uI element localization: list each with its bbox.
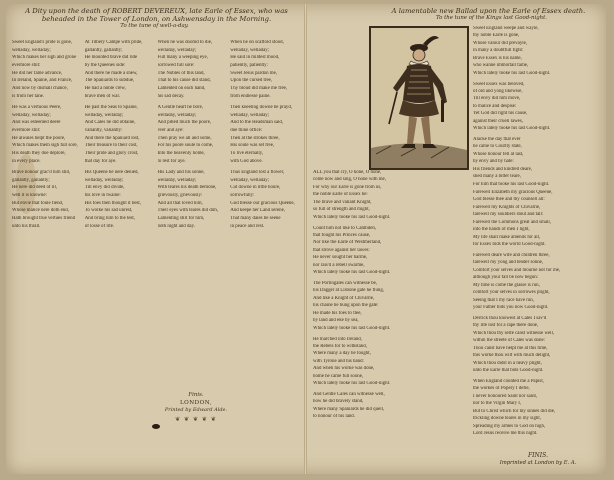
verse-line: Seeing that I my race have run,: [473, 297, 534, 303]
earl-figure-icon: [371, 28, 467, 168]
verse-line: And when his worke was done,: [313, 366, 375, 372]
verse-line: with God above.: [230, 158, 263, 164]
verse-line: the noble Earle of Essex he:: [313, 192, 368, 198]
verse-line: Whose malice nere doth end,: [12, 208, 69, 214]
verse-line: ever and aye:: [157, 127, 184, 133]
verse-line: trickling downe teares in my sight,: [473, 416, 541, 422]
verse-line: welladay, welladay;: [230, 177, 270, 183]
verse-line: sorrowfully:: [230, 192, 255, 198]
verse-line: this worke thou wilt with much delight,: [473, 353, 551, 359]
verse-line: come now and sing, O hone with me,: [313, 177, 386, 183]
right-finis: FINIS.: [528, 452, 548, 459]
verse-line: Their treasure to their cost,: [84, 143, 138, 149]
verse-line: his sad decay.: [157, 93, 185, 99]
verse-line: to honour of his land.: [313, 414, 355, 420]
verse-line: Till envy did him move,: [473, 96, 521, 102]
verse-line: I never honoured Saint nor saint,: [473, 393, 538, 399]
broadside-sheet: [6, 4, 606, 474]
verse-line: When he was doomd to die,: [157, 40, 213, 45]
verse-line: Where many a day he fought,: [313, 351, 371, 357]
verse-line: evermore still:: [12, 63, 41, 69]
verse-line: welladay, welladay;: [157, 112, 197, 118]
verse-line: And bring him to the test,: [84, 215, 136, 221]
verse-line: He had a noble crew,: [84, 86, 126, 92]
verse-line: Sweet Jesus pardon me,: [230, 70, 277, 76]
verse-line: in every place.: [12, 158, 41, 164]
right-tune: To the tune of the Kings last Good-night.: [436, 15, 547, 21]
verse-line: farewell my souldiers stout and tall:: [473, 212, 544, 218]
verse-line: And pitied much the poore,: [157, 120, 212, 126]
verse-line: well it is knowne:: [12, 192, 47, 198]
verse-line: God blesse thee and thy counsell all:: [473, 197, 545, 203]
verse-line: Farewell the Commons great and small,: [473, 219, 551, 225]
verse-line: Where many Spaniards he did quell,: [313, 406, 385, 412]
verse-line: of losse of life.: [84, 223, 115, 229]
left-column-1: [12, 40, 81, 470]
verse-line: Thy bloud did make me free,: [230, 86, 288, 92]
verse-line: He did her fame advance,: [12, 70, 63, 76]
verse-line: And now by dismall chance,: [12, 86, 68, 92]
verse-line: For why our Earle is gone from us,: [313, 184, 382, 190]
verse-line: Till envy did divide,: [84, 185, 125, 191]
verse-line: He nere did deed of ill,: [12, 185, 58, 191]
verse-line: from endlesse paine.: [230, 93, 271, 99]
verse-line: For his poore soule to come,: [157, 143, 214, 149]
verse-line: Spreading my armes to God on high,: [473, 423, 546, 429]
verse-line: Which thou thy selfe canst witnesse well,: [473, 330, 555, 336]
right-title: A lamentable new Ballad upon the Earle of Essex death.: [391, 7, 586, 15]
ornament-border: ❦ ❦ ❦ ❦ ❦: [175, 416, 217, 423]
verse-line: thy noble Earle is gone,: [473, 33, 520, 39]
verse-line: welladay, welladay;: [84, 177, 124, 183]
verse-line: He marched into Ireland,: [313, 336, 362, 342]
verse-line: who wanne immortall fame,: [473, 63, 529, 69]
left-column-4: [230, 40, 299, 470]
verse-line: That many daies be seene: [230, 215, 281, 221]
verse-line: For him that tooke his last Good-night.: [473, 181, 550, 187]
verse-line: And there the Spaniard lost,: [84, 135, 140, 141]
paper-hole: [152, 424, 160, 429]
verse-line: grievously, grievously:: [157, 192, 203, 198]
verse-line: by land and eke by sea,: [313, 318, 359, 324]
verse-line: Which makes them sigh full sore,: [12, 143, 78, 149]
verse-line: Farewell Elizabeth my gracious Queene,: [473, 190, 553, 195]
verse-line: ALL you that cry, O hone, O hone,: [313, 170, 382, 175]
verse-line: welladay, welladay;: [157, 177, 197, 183]
left-tune: To the tune of well-a-day.: [120, 23, 189, 29]
verse-line: Nor like the Earle of Westmerland,: [313, 240, 382, 246]
verse-line: that strove against her lawes:: [313, 247, 370, 253]
verse-line: Which lately tooke his last Good-night.: [473, 126, 551, 132]
verse-line: farewell my yong and tender sonne,: [473, 260, 544, 266]
verse-line: Alacke the day that ever: [473, 137, 521, 142]
verse-line: And keepe her Land serene,: [230, 208, 285, 214]
verse-line: nor rais'd a rebell swarme,: [313, 262, 365, 268]
verse-line: welladay, welladay;: [84, 112, 124, 118]
verse-line: Thou canst have helpt me at this time,: [473, 345, 548, 351]
verse-line: so full of strength and might,: [313, 207, 370, 213]
verse-line: Count him not like to Cambden,: [313, 225, 377, 231]
verse-line: Sweet Essex was beloved,: [473, 81, 525, 87]
verse-line: into the hands of men I light,: [473, 227, 530, 233]
verse-line: Whose honour fell at last,: [473, 151, 524, 157]
verse-line: his chaine he hung upon the gate:: [313, 303, 379, 309]
verse-line: Cut downe in little houre,: [230, 185, 281, 191]
verse-line: by the Queenes side:: [84, 63, 126, 69]
verse-line: The Nobles of this land,: [157, 70, 205, 76]
verse-line: with Tyrone and his band:: [313, 358, 364, 364]
verse-line: to malice and despise:: [473, 103, 517, 109]
verse-line: Yet God did right his cause,: [473, 111, 528, 117]
left-column-2: [85, 40, 154, 470]
verse-line: Their eyes with teares did dim,: [157, 208, 219, 214]
verse-line: doe thine office:: [230, 127, 263, 133]
verse-line: Which makes her sigh and grone: [12, 55, 77, 61]
verse-line: against their cruell lawes,: [473, 118, 523, 124]
verse-line: Lamenting still for him,: [157, 215, 205, 221]
verse-line: He made his foes to flee,: [313, 310, 362, 316]
verse-line: welladay, welladay;: [230, 112, 270, 118]
verse-line: thy life lost for a rape there done,: [473, 323, 539, 329]
verse-line: He was a vertuous Peere,: [12, 104, 62, 110]
verse-line: His soule was set free,: [230, 143, 275, 149]
verse-line: He mounted brave did ride: [84, 55, 138, 61]
verse-line: But to Christ which for my sinnes did die,: [473, 408, 556, 414]
verse-line: he came to Courtly state,: [473, 144, 522, 150]
verse-line: in many a doubtfull fight:: [473, 48, 524, 54]
right-imprint: Imprinted at London by E. A.: [499, 460, 577, 466]
verse-line: evermore still:: [12, 127, 41, 133]
verse-line: comfort your selves in sorrowes plight,: [473, 290, 550, 296]
verse-line: When England counted me a Papist,: [473, 378, 544, 384]
verse-line: Sweet England's pride is gone,: [12, 40, 72, 45]
verse-line: Which lately tooke his last Good-night.: [473, 70, 551, 76]
verse-line: Comfort your selves and mourne not for me,: [473, 267, 561, 273]
verse-line: in peace and rest.: [230, 223, 265, 229]
verse-line: Hath brought true vertues friend: [12, 215, 76, 221]
verse-line: welladay, welladay;: [230, 47, 270, 53]
verse-line: At Tilbery Campe with pride,: [84, 40, 143, 45]
verse-line: He said in mildest mood,: [230, 55, 280, 61]
verse-line: Then at the strokes three,: [230, 135, 280, 141]
verse-line: sorrowed full sore:: [157, 63, 195, 69]
verse-line: He past the Seas to Spaine,: [84, 104, 138, 110]
verse-line: both night and day.: [157, 223, 195, 229]
verse-line: Farewell deare wife and children three,: [473, 252, 550, 258]
right-lower-right-stanzas: [473, 190, 603, 439]
verse-line: Lord Jesus receive me this night.: [473, 431, 538, 437]
verse-line: He never sought her harme,: [313, 255, 368, 261]
verse-line: Which lately tooke his last Good-night.: [313, 214, 391, 220]
verse-line: But envie that foule fiend,: [12, 200, 64, 206]
left-finis: Finis.: [188, 392, 204, 398]
right-side-stanzas: [473, 26, 603, 189]
left-printer: Printed by Edward Alde.: [164, 407, 228, 413]
verse-line: Which thou didst in a heavy plight,: [473, 360, 542, 366]
verse-line: valiantly, valiantly:: [84, 127, 123, 133]
verse-line: Which lately tooke his last Good-night.: [313, 325, 391, 331]
verse-line: for Essex bids the world Good-night.: [473, 242, 546, 248]
verse-line: Full many a weeping eye,: [157, 55, 208, 61]
verse-line: to rest for aye.: [157, 158, 186, 164]
verse-line: That to his cause did stand,: [157, 78, 211, 84]
verse-line: To worke his sad unrest,: [84, 208, 133, 214]
verse-line: And like a Knight of Chivalrie,: [313, 295, 375, 301]
verse-line: gallantly, gallantly;: [84, 47, 123, 53]
left-publisher: LONDON,: [179, 400, 213, 406]
verse-line: Farewell my Knights of Chivalrie,: [473, 204, 541, 210]
verse-line: Brave Essex is his name,: [473, 55, 522, 61]
verse-line: And there he made a shew,: [84, 70, 138, 76]
verse-line: Into the heavenly home,: [157, 151, 205, 157]
verse-line: With teares his death bemone,: [157, 185, 217, 191]
verse-line: My life shall make amends for all,: [473, 234, 541, 240]
verse-line: Sweet England weepe and wayle,: [473, 26, 539, 31]
verse-line: home he came full soone,: [313, 373, 364, 379]
verse-line: that fought his Princes cause,: [313, 232, 371, 238]
verse-line: And was esteemed deere: [12, 120, 61, 126]
verse-line: patiently, patiently:: [230, 63, 268, 69]
verse-line: Whose valour did prevayle,: [473, 40, 528, 46]
verse-line: Then pray we all and some,: [157, 135, 212, 141]
verse-line: Brave honour grac'd him still,: [12, 169, 71, 175]
verse-line: unto the Earle that bids Good-night.: [473, 368, 544, 374]
verse-line: Which lately tooke his last Good-night.: [313, 270, 391, 276]
verse-line: Thus England lost a flower,: [230, 169, 285, 175]
verse-line: Then kneeling downe he prayd,: [230, 104, 293, 110]
verse-line: the workes of Popery I defie,: [473, 386, 530, 392]
verse-line: Derrick thou knowest at Cales I sav'd: [473, 315, 547, 321]
verse-line: The Portingales can witnesse be,: [313, 281, 377, 286]
verse-line: shed many a bitter teare,: [473, 174, 521, 180]
left-title: A Dity upon the death of ROBERT DEVEREUX, late Earle of Essex, who was beheaded in the Tower of London, on Ashwensday in the Morning.: [25, 7, 288, 23]
verse-line: And Gentle Cales can witnesse well,: [313, 392, 385, 397]
verse-line: His friends and kindred deare,: [473, 166, 533, 172]
verse-line: He alwaies helpt the poore,: [12, 135, 66, 141]
verse-line: His death they doe deplore,: [12, 151, 66, 157]
verse-line: unto his thrall.: [12, 223, 41, 229]
verse-line: welladay, welladay;: [157, 47, 197, 53]
verse-line: Which lately tooke his last Good-night.: [313, 381, 391, 387]
verse-line: When he on scaffold stood,: [230, 40, 284, 45]
verse-line: welladay, welladay;: [12, 47, 51, 53]
verse-line: that day for aye.: [84, 158, 117, 164]
verse-line: To live eternally,: [230, 151, 264, 157]
verse-line: His Lady and his sonne,: [157, 169, 205, 175]
verse-line: nor to the Virgin Mary I,: [473, 401, 522, 407]
verse-line: A Gentle heart he bore,: [157, 104, 203, 110]
verse-line: welladay, welladay;: [12, 112, 51, 118]
verse-line: how he did bravely stand,: [313, 399, 364, 405]
woodcut-portrait: [369, 26, 469, 170]
verse-line: And to the Headsman said,: [230, 120, 284, 126]
verse-line: And Cales he did obtaine,: [84, 120, 136, 126]
verse-line: by envy and by hate:: [473, 159, 514, 165]
right-broadside: [307, 4, 606, 474]
verse-line: of old and yong likewise,: [473, 88, 523, 94]
right-footer: [473, 448, 603, 466]
verse-line: his love in twaine:: [84, 192, 121, 198]
right-lower-left-stanzas: [313, 170, 463, 422]
verse-line: Lamented on each hand,: [157, 86, 206, 92]
verse-line: the Rebels for to withstand,: [313, 343, 367, 349]
verse-line: My time is come the glasse is run,: [473, 282, 540, 288]
verse-line: your Father bids you now Good-night.: [473, 305, 549, 311]
verse-line: In Ireland, Spaine, and France,: [12, 78, 73, 84]
verse-line: although your fall be now begun:: [473, 275, 539, 281]
verse-line: The Spaniards to subdue,: [84, 78, 135, 84]
left-broadside: [6, 4, 303, 474]
verse-line: is from her tane.: [12, 93, 45, 99]
verse-line: Their pride and glory crost,: [84, 151, 139, 157]
verse-line: gallantly, gallantly;: [12, 177, 50, 183]
verse-line: Upon the cursed tree,: [230, 78, 273, 84]
left-footer: [156, 386, 236, 423]
verse-line: And all that loved him,: [157, 200, 203, 206]
verse-line: The brave and valiant Knight,: [313, 199, 372, 205]
verse-line: God blesse our gracious Queene,: [230, 200, 295, 206]
verse-line: His foes then thought it best,: [84, 200, 141, 206]
verse-line: within the streete of Cales was done:: [473, 338, 545, 344]
verse-line: brave men of war.: [84, 93, 121, 99]
verse-line: His Queene he nere denied,: [84, 169, 139, 175]
verse-line: his Dagger at Lisbone gate he flung,: [313, 288, 385, 294]
